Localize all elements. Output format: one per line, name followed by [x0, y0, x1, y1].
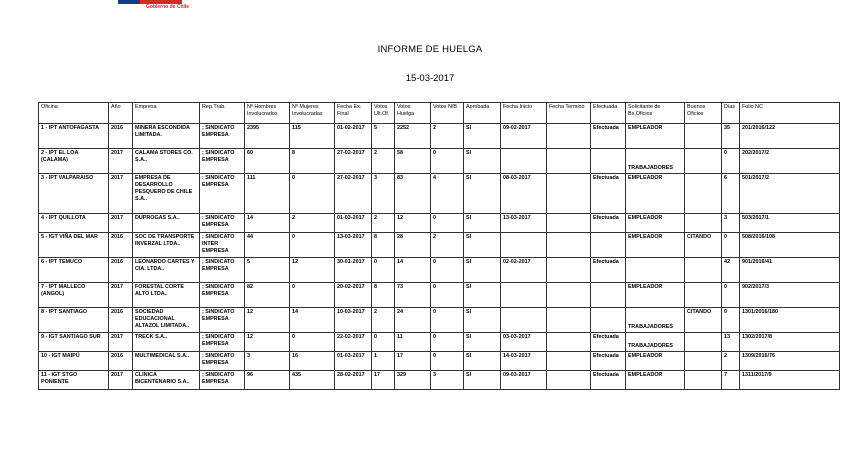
- cell-anio: 2017: [109, 214, 133, 233]
- cell-solicitante: TRABAJADORES: [626, 149, 685, 174]
- cell-votos-nb: 0: [431, 333, 464, 352]
- report-date: 15-03-2017: [405, 73, 455, 84]
- cell-folio: 501/2017/2: [740, 174, 840, 214]
- cell-solicitante: EMPLEADOR: [626, 283, 685, 308]
- cell-dias: 0: [722, 233, 740, 258]
- cell-oficina: 3 - IPT VALPARAISO: [39, 174, 109, 214]
- cell-oficina: 1 - IPT ANTOFAGASTA: [39, 124, 109, 149]
- cell-fecha-inicio: [501, 308, 547, 333]
- cell-dias: 6: [722, 174, 740, 214]
- cell-anio: 2016: [109, 352, 133, 371]
- cell-folio: 508/2016/108: [740, 233, 840, 258]
- cell-dias: 13: [722, 333, 740, 352]
- cell-votos-ult: 1: [372, 352, 395, 371]
- cell-mujeres: 0: [290, 174, 335, 214]
- cell-votos-nb: 0: [431, 283, 464, 308]
- cell-efectuada: Efectuada: [591, 258, 626, 283]
- table-row: [39, 233, 840, 258]
- cell-hombres: 82: [245, 283, 290, 308]
- cell-hombres: 111: [245, 174, 290, 214]
- cell-empresa: MULTIMEDICAL S.A..: [133, 352, 200, 371]
- cell-folio: 901/2016/41: [740, 258, 840, 283]
- cell-anio: 2016: [109, 258, 133, 283]
- cell-buenos: [685, 371, 722, 390]
- cell-oficina: 11 - IGT STGO PONIENTE: [39, 371, 109, 390]
- cell-folio: 201/2016/122: [740, 124, 840, 149]
- cell-rep: ; SINDICATO EMPRESA: [200, 124, 245, 149]
- cell-votos-nb: 2: [431, 233, 464, 258]
- cell-oficina: 6 - IPT TEMUCO: [39, 258, 109, 283]
- header-solicitante: Solicitante de Bs.Oficios: [626, 103, 685, 124]
- cell-anio: 2017: [109, 283, 133, 308]
- table-row: [39, 371, 840, 390]
- cell-solicitante: EMPLEADOR: [626, 371, 685, 390]
- cell-fecha-ex: 01-02-2017: [335, 124, 372, 149]
- cell-hombres: 44: [245, 233, 290, 258]
- cell-mujeres: 16: [290, 352, 335, 371]
- cell-fecha-termino: [547, 283, 591, 308]
- table-row: [39, 308, 840, 333]
- cell-fecha-termino: [547, 214, 591, 233]
- cell-buenos: [685, 149, 722, 174]
- cell-fecha-termino: [547, 124, 591, 149]
- report-title: INFORME DE HUELGA: [377, 44, 483, 55]
- cell-mujeres: 14: [290, 308, 335, 333]
- cell-buenos: [685, 174, 722, 214]
- cell-aprobada: SI: [464, 124, 501, 149]
- cell-empresa: SOCIEDAD EDUCACIONAL ALTAZOL LIMITADA..: [133, 308, 200, 333]
- cell-votos-ult: 17: [372, 371, 395, 390]
- cell-rep: ; SINDICATO EMPRESA: [200, 371, 245, 390]
- cell-anio: 2016: [109, 308, 133, 333]
- table-row: [39, 333, 840, 352]
- cell-hombres: 12: [245, 308, 290, 333]
- cell-oficina: 5 - IGT VIÑA DEL MAR: [39, 233, 109, 258]
- cell-oficina: 8 - IPT SANTIAGO: [39, 308, 109, 333]
- cell-dias: 42: [722, 258, 740, 283]
- cell-votos-nb: 4: [431, 174, 464, 214]
- cell-folio: 902/2017/3: [740, 283, 840, 308]
- cell-aprobada: SI: [464, 308, 501, 333]
- cell-solicitante: EMPLEADOR: [626, 214, 685, 233]
- table-row: [39, 149, 840, 174]
- cell-efectuada: Efectuada: [591, 333, 626, 352]
- cell-aprobada: SI: [464, 258, 501, 283]
- cell-solicitante: EMPLEADOR: [626, 352, 685, 371]
- cell-empresa: EMPRESA DE DESARROLLO PESQUERO DE CHILE S.A..: [133, 174, 200, 214]
- table-row: [39, 352, 840, 371]
- cell-fecha-inicio: 09-03-2017: [501, 371, 547, 390]
- cell-buenos: CITANDO: [685, 308, 722, 333]
- cell-votos-nb: 0: [431, 352, 464, 371]
- cell-votos-huelga: 11: [395, 333, 431, 352]
- cell-votos-ult: 2: [372, 214, 395, 233]
- table-row: [39, 214, 840, 233]
- cell-efectuada: Efectuada: [591, 174, 626, 214]
- cell-mujeres: 435: [290, 371, 335, 390]
- cell-dias: 0: [722, 308, 740, 333]
- cell-solicitante: TRABAJADORES: [626, 308, 685, 333]
- header-votos-ult: Votos Ult.Of.: [372, 103, 395, 124]
- table-header-row: [39, 103, 840, 124]
- cell-oficina: 4 - IPT QUILLOTA: [39, 214, 109, 233]
- cell-votos-huelga: 24: [395, 308, 431, 333]
- cell-rep: ; SINDICATO INTER EMPRESA: [200, 233, 245, 258]
- table-row: [39, 124, 840, 149]
- cell-mujeres: 8: [290, 149, 335, 174]
- cell-votos-nb: 3: [431, 371, 464, 390]
- header-votos-nb: Votos N/B: [431, 103, 464, 124]
- cell-empresa: SOC DE TRANSPORTE INVERZAL LTDA..: [133, 233, 200, 258]
- cell-solicitante: EMPLEADOR: [626, 124, 685, 149]
- cell-empresa: LEONARDO CARTES Y CIA. LTDA..: [133, 258, 200, 283]
- cell-empresa: DUPROGAS S.A..: [133, 214, 200, 233]
- cell-votos-ult: 8: [372, 283, 395, 308]
- cell-anio: 2017: [109, 174, 133, 214]
- cell-votos-huelga: 12: [395, 214, 431, 233]
- cell-empresa: MINERA ESCONDIDA LIMITADA.: [133, 124, 200, 149]
- cell-dias: 2: [722, 352, 740, 371]
- cell-empresa: TRECK S.A..: [133, 333, 200, 352]
- header-buenos-oficios: Buenos Oficios: [685, 103, 722, 124]
- cell-fecha-inicio: 09-02-2017: [501, 124, 547, 149]
- header-efectuada: Efectuada: [591, 103, 626, 124]
- cell-fecha-ex: 28-02-2017: [335, 371, 372, 390]
- cell-anio: 2017: [109, 371, 133, 390]
- cell-buenos: [685, 352, 722, 371]
- cell-efectuada: [591, 283, 626, 308]
- cell-rep: ; SINDICATO EMPRESA: [200, 352, 245, 371]
- cell-aprobada: SI: [464, 214, 501, 233]
- cell-efectuada: Efectuada: [591, 352, 626, 371]
- header-rep-trab: Rep.Trab.: [200, 103, 245, 124]
- cell-aprobada: SI: [464, 174, 501, 214]
- table-row: [39, 258, 840, 283]
- header-hombres: Nº Hombres Involucrados: [245, 103, 290, 124]
- cell-fecha-termino: [547, 352, 591, 371]
- cell-votos-huelga: 83: [395, 174, 431, 214]
- cell-mujeres: 0: [290, 233, 335, 258]
- cell-folio: 1309/2016/76: [740, 352, 840, 371]
- cell-votos-nb: 0: [431, 258, 464, 283]
- cell-votos-ult: 2: [372, 308, 395, 333]
- cell-fecha-ex: 13-03-2017: [335, 233, 372, 258]
- cell-votos-huelga: 58: [395, 149, 431, 174]
- cell-anio: 2017: [109, 333, 133, 352]
- cell-fecha-termino: [547, 149, 591, 174]
- cell-fecha-inicio: 03-03-2017: [501, 333, 547, 352]
- header-fecha-inicio: Fecha Inicio: [501, 103, 547, 124]
- cell-fecha-inicio: [501, 149, 547, 174]
- cell-anio: 2016: [109, 124, 133, 149]
- cell-anio: 2016: [109, 233, 133, 258]
- cell-votos-huelga: 28: [395, 233, 431, 258]
- cell-fecha-ex: 01-03-2017: [335, 214, 372, 233]
- cell-votos-nb: 2: [431, 124, 464, 149]
- cell-aprobada: SI: [464, 371, 501, 390]
- cell-aprobada: SI: [464, 333, 501, 352]
- header-votos-huelga: Votos Huelga: [395, 103, 431, 124]
- cell-votos-nb: 0: [431, 149, 464, 174]
- cell-efectuada: [591, 233, 626, 258]
- cell-buenos: [685, 333, 722, 352]
- logo-text: Gobierno de Chile: [146, 4, 190, 10]
- cell-aprobada: SI: [464, 233, 501, 258]
- strike-report-table: [38, 102, 840, 390]
- cell-fecha-termino: [547, 333, 591, 352]
- cell-buenos: [685, 258, 722, 283]
- cell-efectuada: Efectuada: [591, 124, 626, 149]
- logo-blue-bar: [118, 0, 140, 4]
- cell-rep: ; SINDICATO EMPRESA: [200, 283, 245, 308]
- header-mujeres: Nº Mujeres Involucradas: [290, 103, 335, 124]
- cell-votos-huelga: 17: [395, 352, 431, 371]
- cell-fecha-ex: 27-02-2017: [335, 174, 372, 214]
- cell-fecha-termino: [547, 258, 591, 283]
- cell-fecha-ex: 27-02-2017: [335, 149, 372, 174]
- cell-votos-ult: 0: [372, 333, 395, 352]
- cell-dias: 0: [722, 149, 740, 174]
- cell-votos-huelga: 14: [395, 258, 431, 283]
- cell-aprobada: SI: [464, 149, 501, 174]
- gobierno-logo: [118, 0, 190, 15]
- cell-mujeres: 0: [290, 283, 335, 308]
- cell-votos-ult: 3: [372, 174, 395, 214]
- cell-rep: ; SINDICATO EMPRESA: [200, 308, 245, 333]
- cell-empresa: CLINICA BICENTENARIO S.A..: [133, 371, 200, 390]
- cell-fecha-inicio: [501, 233, 547, 258]
- header-aprobada: Aprobada: [464, 103, 501, 124]
- header-fecha-termino: Fecha Termino: [547, 103, 591, 124]
- cell-fecha-termino: [547, 308, 591, 333]
- cell-votos-huelga: 329: [395, 371, 431, 390]
- cell-dias: 3: [722, 214, 740, 233]
- cell-mujeres: 0: [290, 333, 335, 352]
- cell-oficina: 7 - IPT MALLECO (ANGOL): [39, 283, 109, 308]
- cell-folio: 503/2017/1: [740, 214, 840, 233]
- cell-oficina: 9 - IGT SANTIAGO SUR: [39, 333, 109, 352]
- header-oficina: Oficina: [39, 103, 109, 124]
- cell-solicitante: EMPLEADOR: [626, 233, 685, 258]
- cell-fecha-inicio: 14-03-2017: [501, 352, 547, 371]
- cell-fecha-inicio: 08-03-2017: [501, 174, 547, 214]
- cell-oficina: 2 - IPT EL LOA (CALAMA): [39, 149, 109, 174]
- cell-buenos: CITANDO: [685, 233, 722, 258]
- cell-rep: ; SINDICATO EMPRESA: [200, 333, 245, 352]
- cell-hombres: 5: [245, 258, 290, 283]
- cell-votos-ult: 5: [372, 124, 395, 149]
- cell-votos-ult: 2: [372, 149, 395, 174]
- cell-efectuada: Efectuada: [591, 214, 626, 233]
- cell-votos-ult: 8: [372, 233, 395, 258]
- cell-buenos: [685, 214, 722, 233]
- cell-votos-ult: 0: [372, 258, 395, 283]
- cell-hombres: 2395: [245, 124, 290, 149]
- cell-votos-huelga: 2252: [395, 124, 431, 149]
- cell-folio: 1311/2017/9: [740, 371, 840, 390]
- cell-empresa: CALAMA STORES CO. S.A..: [133, 149, 200, 174]
- cell-efectuada: Efectuada: [591, 371, 626, 390]
- cell-aprobada: SI: [464, 283, 501, 308]
- cell-fecha-ex: 20-02-2017: [335, 283, 372, 308]
- cell-buenos: [685, 283, 722, 308]
- cell-hombres: 3: [245, 352, 290, 371]
- cell-hombres: 60: [245, 149, 290, 174]
- cell-fecha-inicio: 02-02-2017: [501, 258, 547, 283]
- cell-dias: 0: [722, 283, 740, 308]
- cell-folio: 1302/2017/8: [740, 333, 840, 352]
- cell-mujeres: 2: [290, 214, 335, 233]
- cell-fecha-ex: 01-03-2017: [335, 352, 372, 371]
- cell-fecha-ex: 30-01-2017: [335, 258, 372, 283]
- cell-buenos: [685, 124, 722, 149]
- cell-fecha-termino: [547, 174, 591, 214]
- cell-solicitante: EMPLEADOR: [626, 174, 685, 214]
- cell-efectuada: [591, 308, 626, 333]
- cell-votos-huelga: 73: [395, 283, 431, 308]
- cell-oficina: 10 - IGT MAIPÚ: [39, 352, 109, 371]
- cell-rep: ; SINDICATO EMPRESA: [200, 214, 245, 233]
- cell-fecha-termino: [547, 371, 591, 390]
- cell-fecha-inicio: [501, 283, 547, 308]
- header-fecha-ex-final: Fecha Ex. Final: [335, 103, 372, 124]
- cell-hombres: 12: [245, 333, 290, 352]
- table-row: [39, 174, 840, 214]
- cell-efectuada: [591, 149, 626, 174]
- cell-anio: 2017: [109, 149, 133, 174]
- header-dias: Días: [722, 103, 740, 124]
- cell-fecha-ex: 10-03-2017: [335, 308, 372, 333]
- cell-fecha-termino: [547, 233, 591, 258]
- cell-solicitante: TRABAJADORES: [626, 333, 685, 352]
- header-folio: Folio NC: [740, 103, 840, 124]
- cell-votos-nb: 0: [431, 214, 464, 233]
- cell-folio: 1301/2016/180: [740, 308, 840, 333]
- cell-mujeres: 12: [290, 258, 335, 283]
- cell-dias: 7: [722, 371, 740, 390]
- cell-rep: ; SINDICATO EMPRESA: [200, 149, 245, 174]
- cell-folio: 202/2017/2: [740, 149, 840, 174]
- cell-rep: ; SINDICATO EMPRESA: [200, 258, 245, 283]
- cell-empresa: FORESTAL CORTE ALTO LTDA..: [133, 283, 200, 308]
- cell-fecha-inicio: 13-03-2017: [501, 214, 547, 233]
- cell-solicitante: [626, 258, 685, 283]
- cell-votos-nb: 0: [431, 308, 464, 333]
- cell-mujeres: 115: [290, 124, 335, 149]
- header-anio: Año: [109, 103, 133, 124]
- header-empresa: Empresa: [133, 103, 200, 124]
- cell-fecha-ex: 22-02-2017: [335, 333, 372, 352]
- cell-hombres: 14: [245, 214, 290, 233]
- cell-dias: 35: [722, 124, 740, 149]
- cell-hombres: 96: [245, 371, 290, 390]
- table-row: [39, 283, 840, 308]
- cell-rep: ; SINDICATO EMPRESA: [200, 174, 245, 214]
- cell-aprobada: SI: [464, 352, 501, 371]
